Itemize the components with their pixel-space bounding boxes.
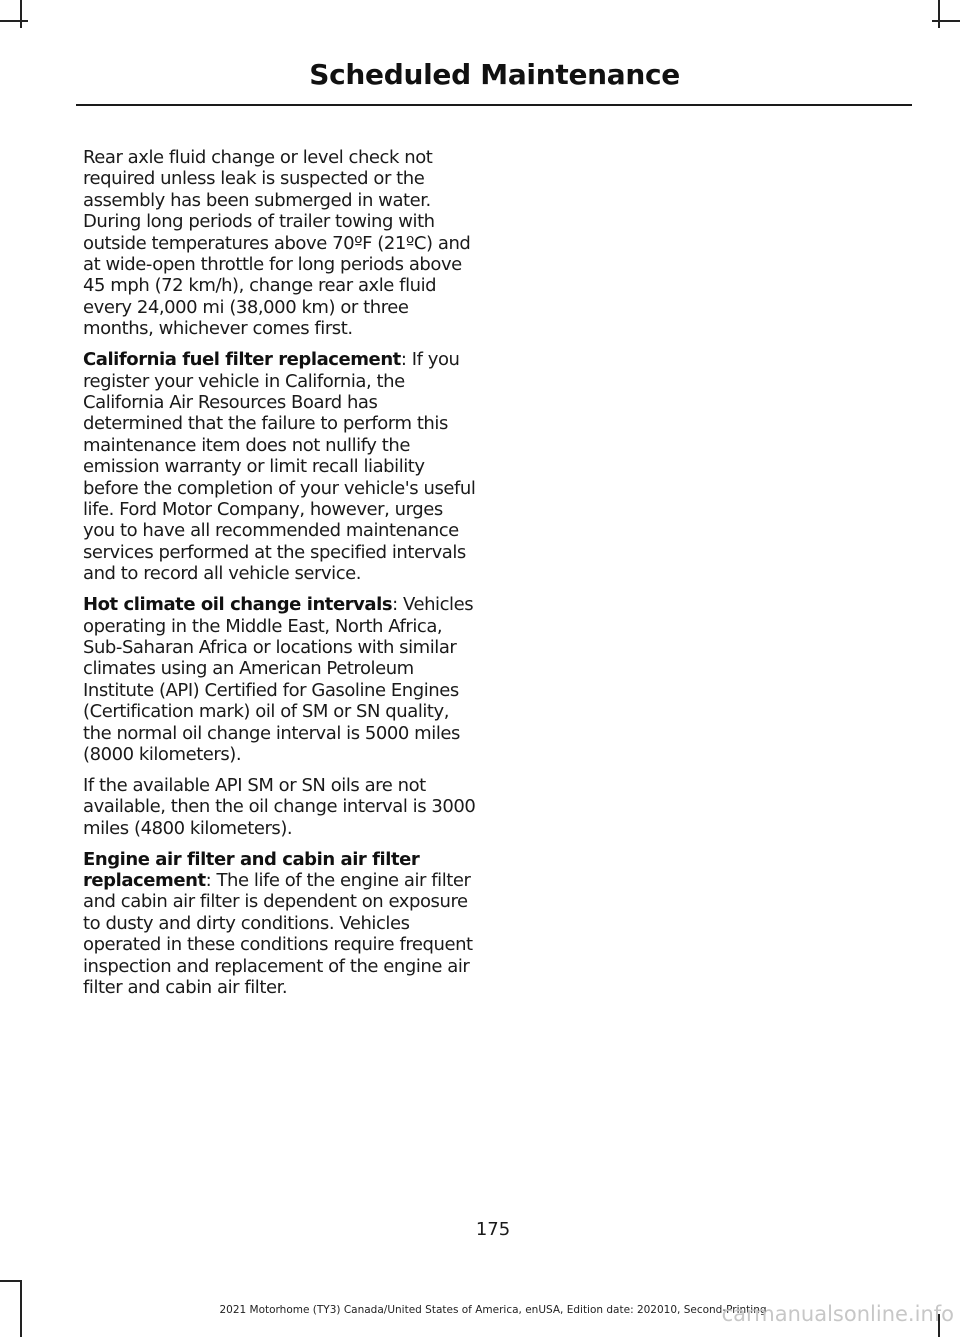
crop-mark-top-left	[20, 0, 22, 28]
header-divider	[76, 104, 912, 106]
edition-footer: 2021 Motorhome (TY3) Canada/United States of America, enUSA, Edition date: 202010, Second-Printing	[219, 1304, 767, 1316]
heading-hot-climate-oil: Hot climate oil change intervals	[83, 594, 393, 616]
crop-mark-bottom-left-horizontal	[0, 1280, 22, 1282]
text-hot-climate-oil: : Vehicles operating in the Middle East, North Africa, Sub-Saharan Africa or locations with similar climates using an American Petroleum Institute (API) Certified for Gasoline Engines (Certification mark) oil of SM or SN quality, the normal oil change interval is 5000 miles (8000 kilometers).	[83, 594, 474, 765]
paragraph-california-fuel-filter	[83, 349, 478, 584]
main-content	[83, 147, 478, 1008]
crop-mark-top-left-horizontal	[0, 20, 28, 22]
watermark: carmanualsonline.info	[721, 1302, 954, 1326]
crop-mark-top-right-horizontal	[932, 20, 960, 22]
heading-california-fuel-filter: California fuel filter replacement	[83, 349, 401, 371]
paragraph-air-filter	[83, 849, 478, 999]
paragraph-hot-climate-oil	[83, 594, 478, 765]
paragraph-api-oil-unavailable: If the available API SM or SN oils are not available, then the oil change interval is 3000 miles (4800 kilometers).	[83, 774, 476, 839]
text-air-filter: : The life of the engine air filter and cabin air filter is dependent on exposure to dusty and dirty conditions. Vehicles operated in these conditions require frequent inspection and replacement of the engine air filter and cabin air filter.	[83, 870, 473, 999]
page-title: Scheduled Maintenance	[309, 58, 680, 91]
heading-air-filter: Engine air filter and cabin air filter replacement	[83, 848, 420, 891]
page-number: 175	[475, 1219, 511, 1240]
paragraph-rear-axle: Rear axle fluid change or level check not required unless leak is suspected or the assembly has been submerged in water. During long periods of trailer towing with outside temperatures above 70ºF (21ºC) and at wide-open throttle for long periods above 45 mph (72 km/h), change rear axle fluid every 24,000 mi (38,000 km) or three months, whichever comes first.	[83, 147, 471, 340]
text-california-fuel-filter: : If you register your vehicle in California, the California Air Resources Board has determined that the failure to perform this maintenance item does not nullify the emission warranty or limit recall liability before the completion of your vehicle's useful life. Ford Motor Company, however, urges you to have all recommended maintenance services performed at the specified intervals and to record all vehicle service.	[83, 349, 476, 585]
crop-mark-top-right	[938, 0, 940, 28]
